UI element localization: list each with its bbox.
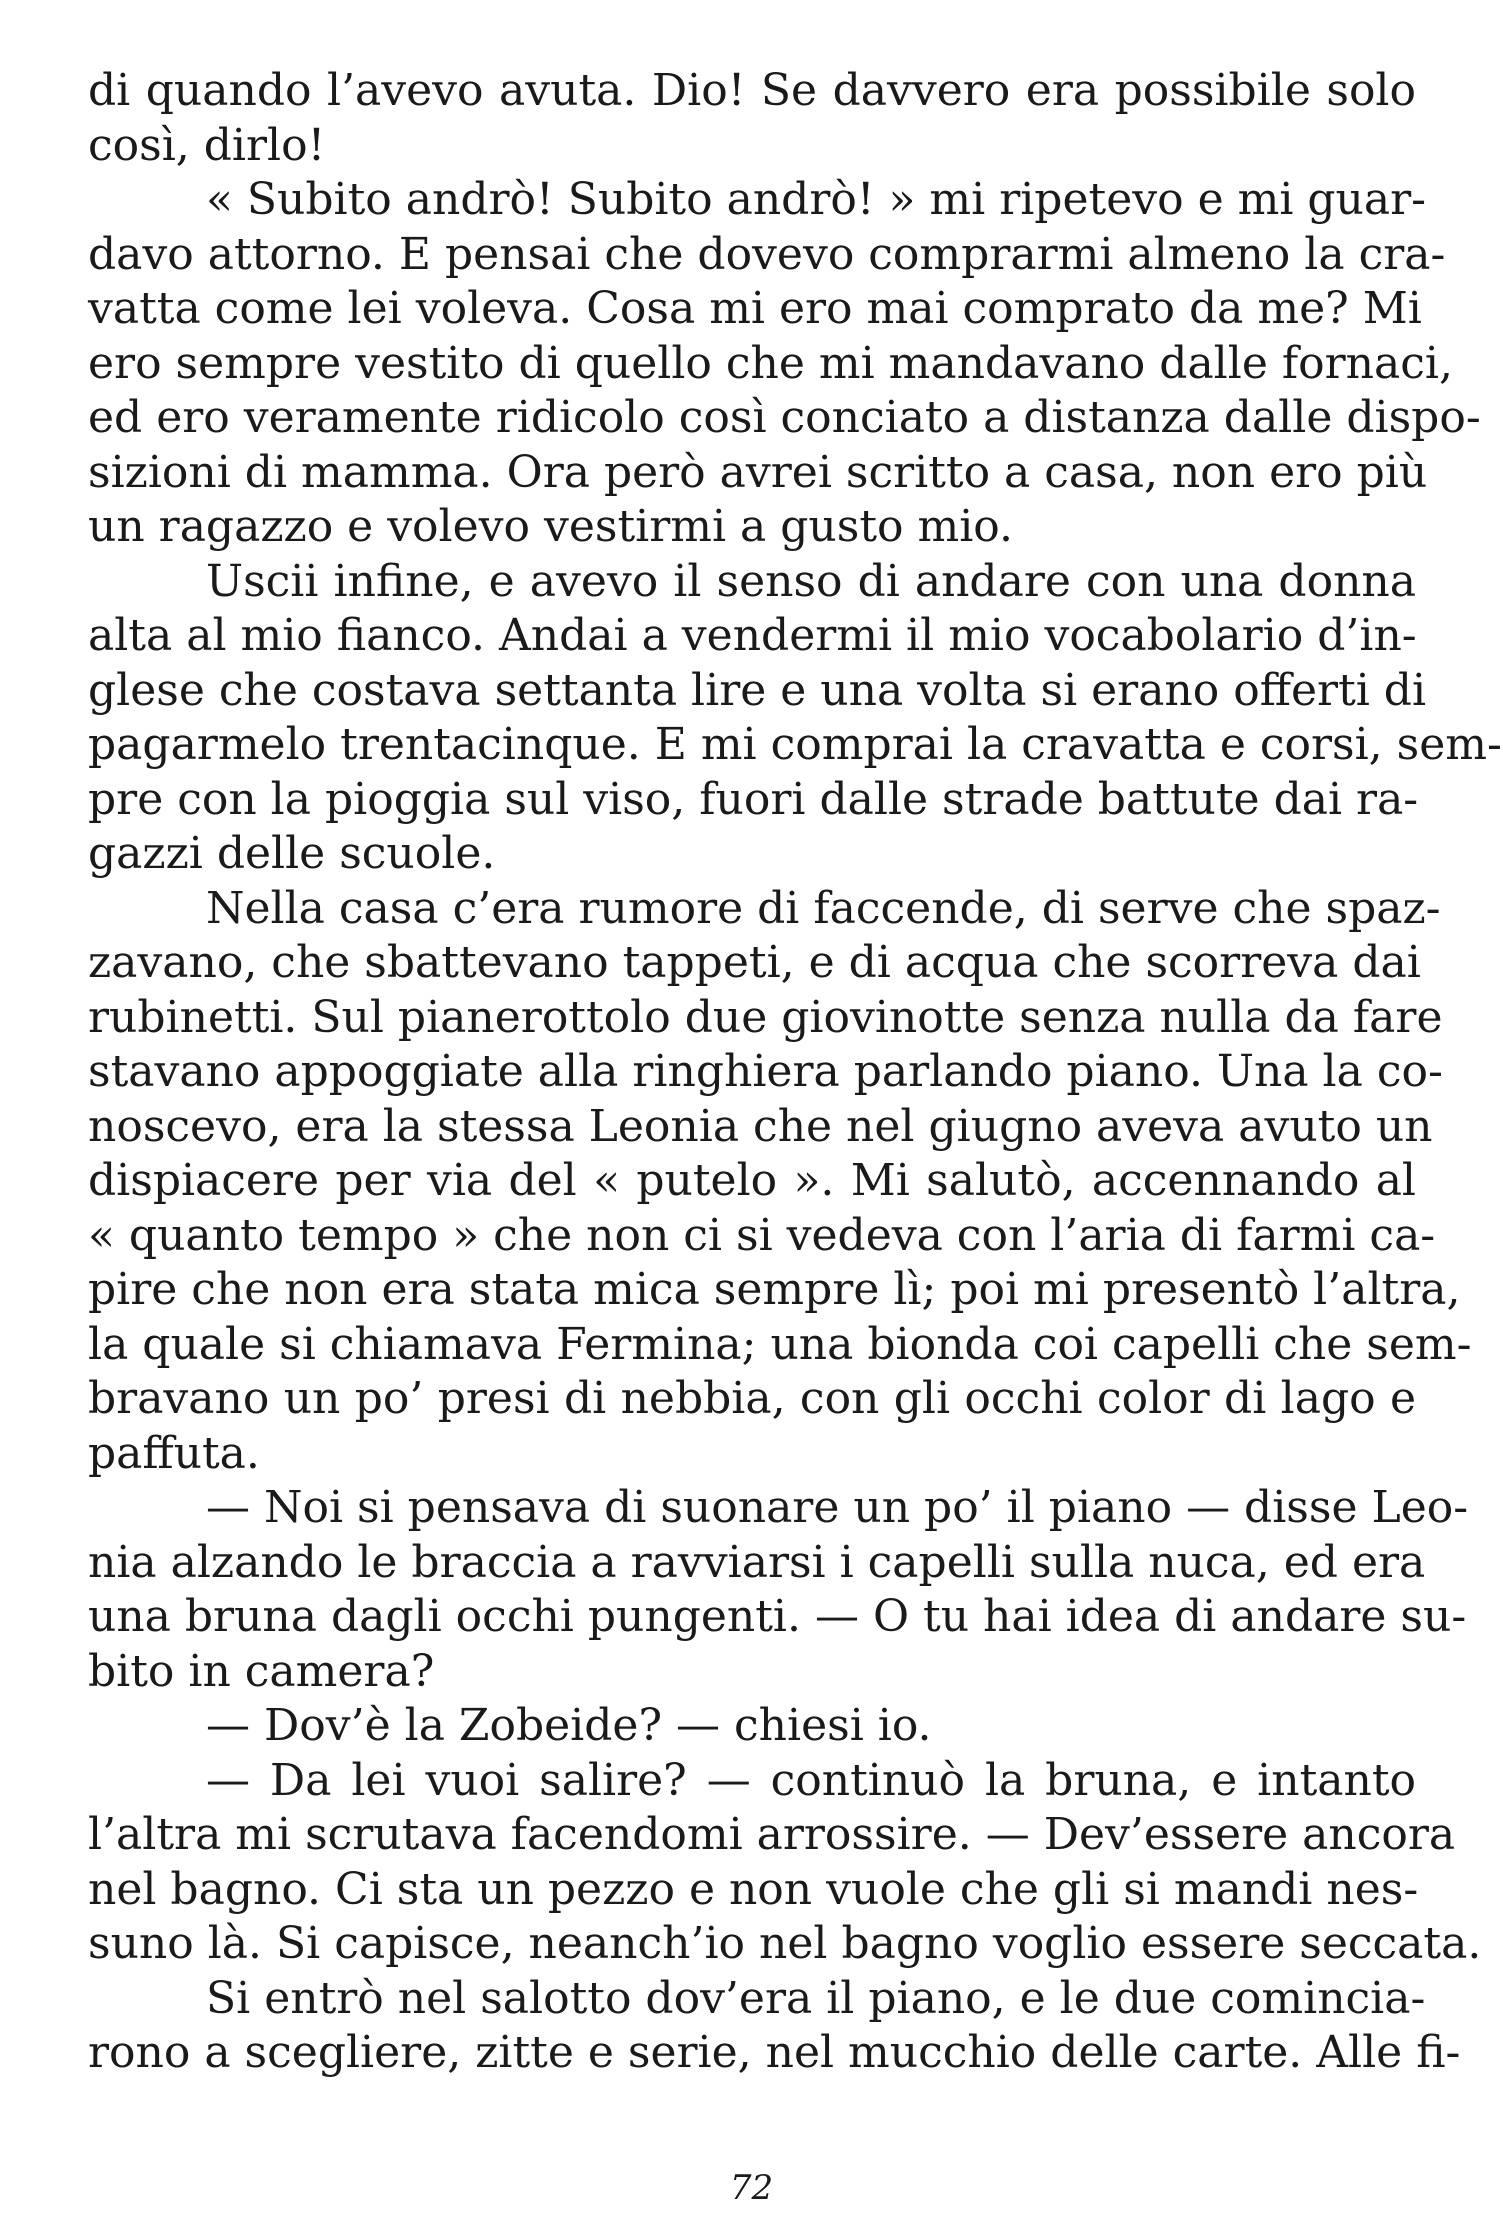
text-line: noscevo, era la stessa Leonia che nel giugno aveva avuto un xyxy=(88,1100,1433,1152)
text-line: rono a scegliere, zitte e serie, nel mucchio delle carte. Alle fi- xyxy=(88,2027,1461,2078)
text-line: nia alzando le braccia a ravviarsi i capelli sulla nuca, ed era xyxy=(88,1536,1426,1588)
body-text xyxy=(88,64,1502,2081)
text-line: ed ero veramente ridicolo così conciato a distanza dalle dispo- xyxy=(88,392,1481,443)
page-number: 72 xyxy=(729,2168,774,2208)
text-line: bravano un po’ presi di nebbia, con gli occhi color di lago e xyxy=(88,1373,1416,1424)
text-line: nel bagno. Ci sta un pezzo e non vuole che gli si mandi nes- xyxy=(88,1863,1419,1915)
text-line: una bruna dagli occhi pungenti. — O tu hai idea di andare su- xyxy=(88,1591,1467,1642)
dialogue-start-line: — Dov’è la Zobeide? — chiesi io. xyxy=(206,1700,932,1751)
text-line: glese che costava settanta lire e una volta si erano offerti di xyxy=(88,664,1427,716)
paragraph-start-line: Uscii infine, e avevo il senso di andare con una donna xyxy=(206,555,1416,607)
text-line: bito in camera? xyxy=(88,1645,435,1697)
text-line: « quanto tempo » che non ci si vedeva con l’aria di farmi ca- xyxy=(88,1209,1436,1261)
text-line: stavano appoggiate alla ringhiera parlando piano. Una la co- xyxy=(88,1046,1443,1097)
text-line: alta al mio fianco. Andai a vendermi il mio vocabolario d’in- xyxy=(88,610,1417,661)
text-line: davo attorno. E pensai che dovevo comprarmi almeno la cra- xyxy=(88,228,1446,280)
paragraph-start-line: Si entrò nel salotto dov’era il piano, e le due comincia- xyxy=(206,1972,1426,2024)
text-line: gazzi delle scuole. xyxy=(88,828,496,879)
text-line: la quale si chiamava Fermina; una bionda coi capelli che sem- xyxy=(88,1318,1472,1370)
text-line: l’altra mi scrutava facendomi arrossire. — Dev’essere ancora xyxy=(88,1809,1456,1860)
text-line: zavano, che sbattevano tappeti, e di acqua che scorreva dai xyxy=(88,937,1421,988)
text-line: così, dirlo! xyxy=(88,119,326,171)
text-line: vatta come lei voleva. Cosa mi ero mai comprato da me? Mi xyxy=(88,283,1422,334)
text-line: di quando l’avevo avuta. Dio! Se davvero era possibile solo xyxy=(88,65,1416,116)
text-line: pagarmelo trentacinque. E mi comprai la cravatta e corsi, sem- xyxy=(88,719,1502,770)
text-line: paffuta. xyxy=(88,1427,260,1479)
text-line: sizioni di mamma. Ora però avrei scritto a casa, non ero più xyxy=(88,446,1428,498)
text-line: ero sempre vestito di quello che mi mandavano dalle fornaci, xyxy=(88,337,1453,389)
text-line: suno là. Si capisce, neanch’io nel bagno voglio essere seccata. xyxy=(88,1918,1482,1969)
dialogue-start-line: — Noi si pensava di suonare un po’ il piano — disse Leo- xyxy=(206,1482,1469,1533)
text-line: dispiacere per via del « putelo ». Mi salutò, accennando al xyxy=(88,1155,1416,1206)
paragraph-start-line: « Subito andrò! Subito andrò! » mi ripetevo e mi guar- xyxy=(206,174,1427,225)
text-line: pre con la pioggia sul viso, fuori dalle strade battute dai ra- xyxy=(88,773,1419,825)
text-line: pire che non era stata mica sempre lì; poi mi presentò l’altra, xyxy=(88,1264,1461,1315)
paragraph-start-line: Nella casa c’era rumore di faccende, di serve che spaz- xyxy=(206,882,1441,934)
text-line: un ragazzo e volevo vestirmi a gusto mio. xyxy=(88,501,1013,552)
dialogue-start-line: — Da lei vuoi salire? — continuò la bruna, e intanto xyxy=(206,1754,1416,1806)
text-line: rubinetti. Sul pianerottolo due giovinotte senza nulla da fare xyxy=(88,991,1443,1043)
